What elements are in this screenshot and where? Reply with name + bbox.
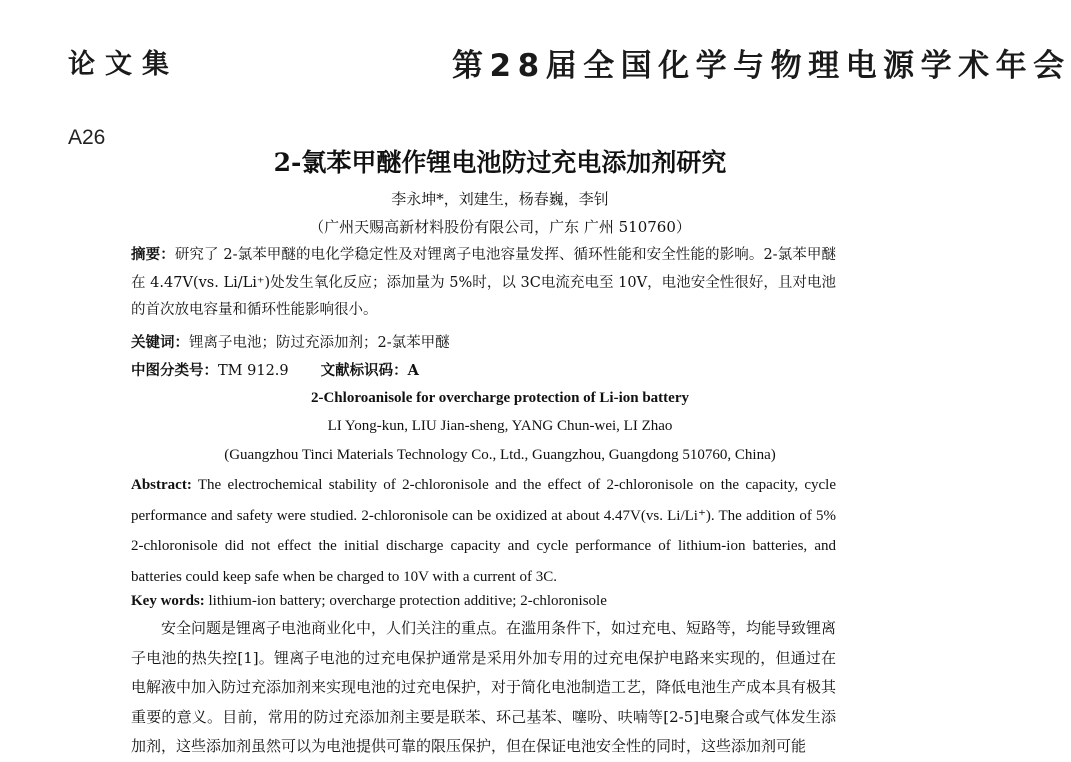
abstract-label-cn: 摘要：: [131, 246, 175, 263]
keywords-en: [131, 593, 607, 610]
abstract-label-en: Abstract:: [131, 477, 192, 493]
keywords-text-cn: 锂离子电池；防过充添加剂；2-氯苯甲醚: [189, 335, 450, 351]
keywords-label-en: Key words:: [131, 593, 205, 609]
class-value: TM 912.9: [218, 363, 289, 379]
keywords-text-en: lithium-ion battery; overcharge protection additive; 2-chloronisole: [208, 593, 607, 609]
paper-title-en: 2-Chloroanisole for overcharge protection of Li-ion battery: [310, 390, 689, 406]
body-paragraph: 安全问题是锂离子电池商业化中，人们关注的重点。在滥用条件下，如过充电、短路等，均能导致锂离子电池的热失控[1]。锂离子电池的过充电保护通常是采用外加专用的过充电保护电路来实现的，但通过在电解液中加入防过充添加剂来实现电池的过充电保护，对于简化电池制造工艺，降低电池生产成本具有极其重要的意义。目前，常用的防过充添加剂主要是联苯、环己基苯、噻吩、呋喃等[2-5]电聚合或气体发生添加剂，这些添加剂虽然可以为电池提供可靠的限压保护，但在保证电池安全性的同时，这些添加剂可能: [131, 619, 837, 755]
paper-title-cn: 2-氯苯甲醚作锂电池防过充电添加剂研究: [273, 148, 727, 177]
proceedings-label: 论文集: [68, 49, 179, 80]
abstract-en: [131, 470, 836, 592]
affiliation-en: (Guangzhou Tinci Materials Technology Co., Ltd., Guangzhou, Guangdong 510760, China): [224, 447, 776, 463]
classification-line: [131, 359, 419, 380]
authors-cn: 李永坤*，刘建生，杨春巍，李钊: [391, 190, 609, 208]
keywords-label-cn: 关键词：: [131, 334, 189, 351]
affiliation-cn: （广州天赐高新材料股份有限公司，广东 广州 510760）: [309, 218, 691, 236]
abstract-text-cn: 研究了 2-氯苯甲醚的电化学稳定性及对锂离子电池容量发挥、循环性能和安全性能的影响。2-氯苯甲醚在 4.47V(vs. Li/Li⁺)处发生氧化反应；添加量为 5%时，以 3C电流充电至 10V，电池安全性很好，且对电池的首次放电容量和循环性能影响很小。: [131, 247, 837, 318]
keywords-cn: [131, 331, 450, 352]
conference-title: 第28届全国化学与物理电源学术年会: [452, 48, 1071, 84]
doc-code-value: A: [407, 362, 419, 379]
doc-code-label-cn: 文献标识码：: [320, 362, 408, 379]
abstract-text-en: The electrochemical stability of 2-chloronisole and the effect of 2-chloronisole on the capacity, cycle performance and safety were studied. 2-chloronisole can be oxidized at about 4.47V(vs. Li/Li⁺). The addition of 5% 2-chloronisole did not effect the initial discharge capacity and cycle performance of lithium-ion batteries, and batteries could keep safe when be charged to 10V with a current of 3C.: [131, 477, 837, 585]
abstract-cn: [131, 241, 836, 325]
authors-en: LI Yong-kun, LIU Jian-sheng, YANG Chun-wei, LI Zhao: [327, 418, 673, 434]
class-label-cn: 中图分类号：: [131, 362, 218, 379]
paper-code: A26: [68, 126, 106, 149]
